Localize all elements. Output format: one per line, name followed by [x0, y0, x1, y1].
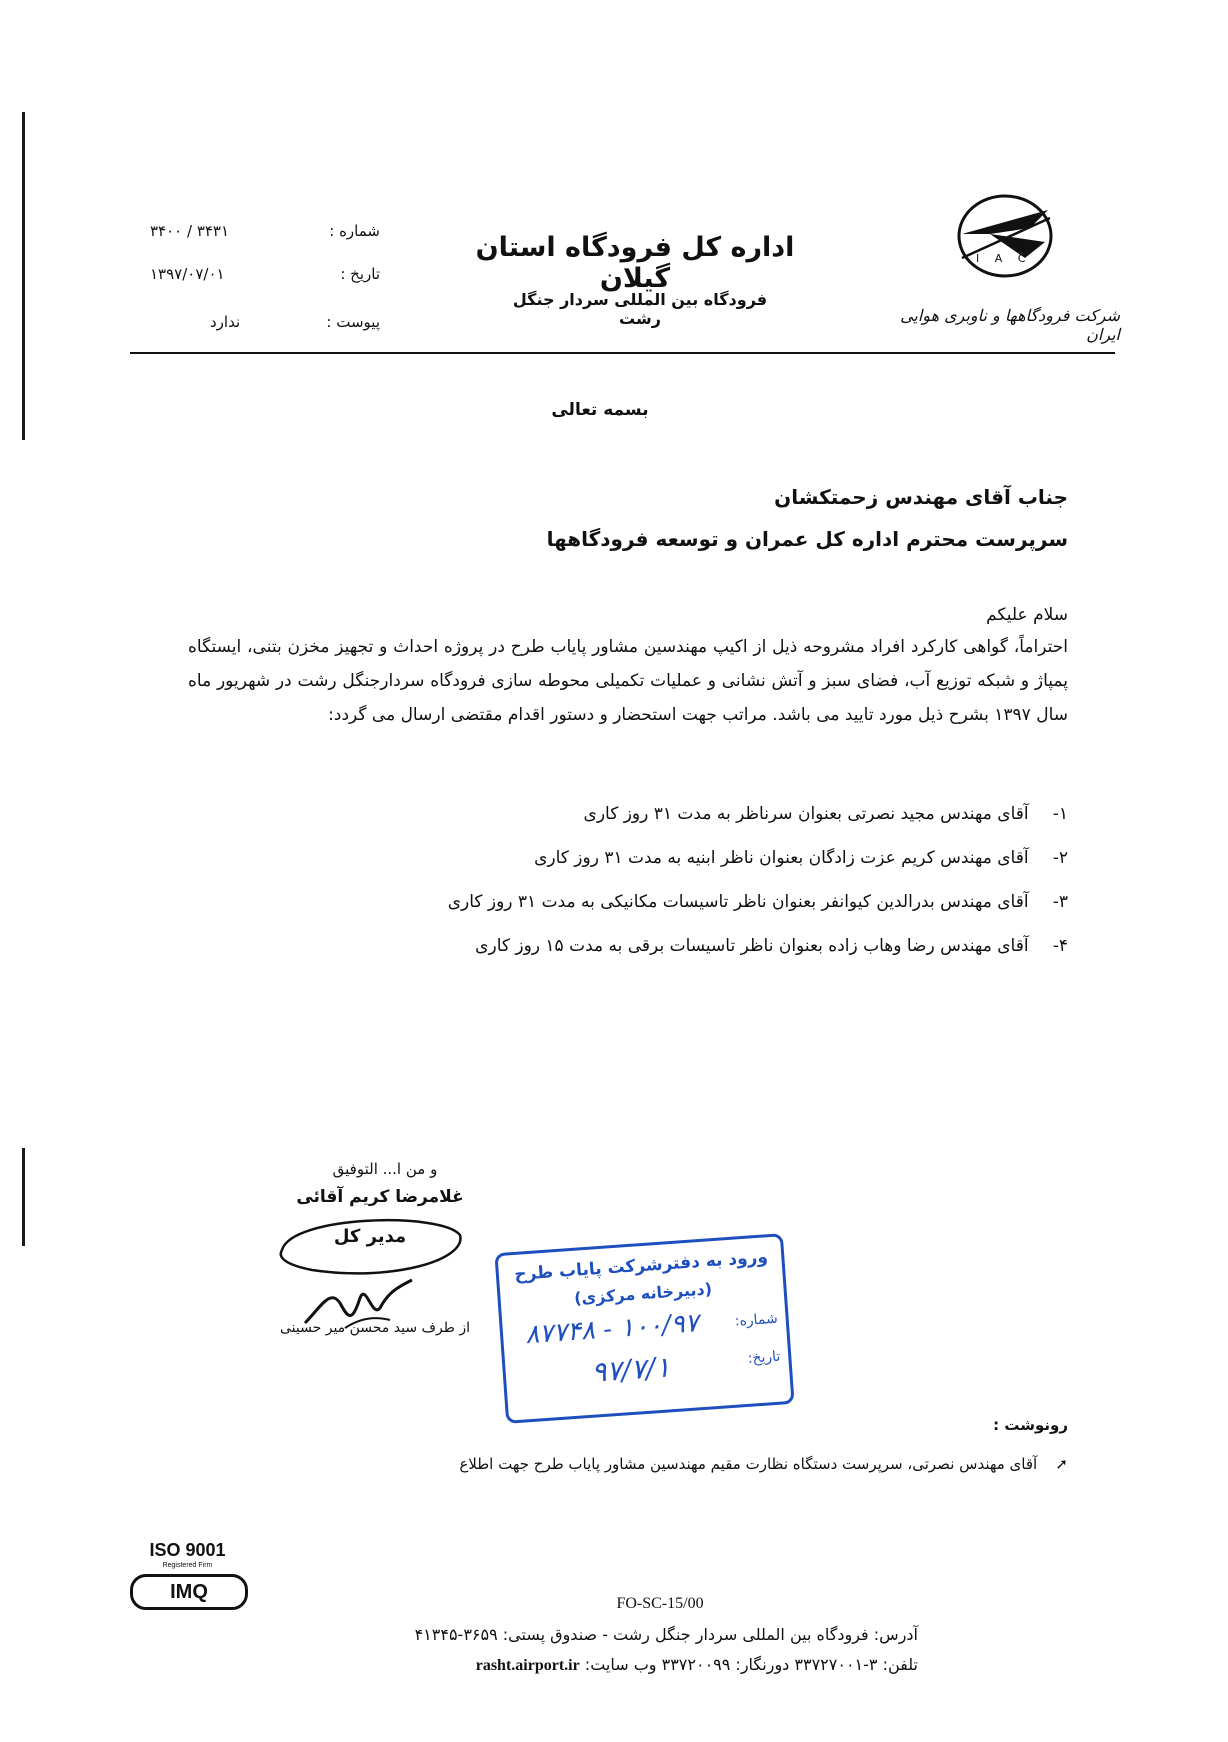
list-item-text: آقای مهندس مجید نصرتی بعنوان سرناظر به مدت ۳۱ روز کاری	[583, 804, 1029, 824]
iso-text: ISO 9001	[149, 1540, 226, 1560]
list-item-text: آقای مهندس کریم عزت زادگان بعنوان ناظر ابنیه به مدت ۳۱ روز کاری	[534, 848, 1029, 868]
stamp-date-value: ۹۷/۷/۱	[590, 1350, 672, 1389]
letter-date-label: تاریخ :	[340, 265, 380, 283]
list-item-text: آقای مهندس بدرالدین کیوانفر بعنوان ناظر تاسیسات مکانیکی به مدت ۳۱ روز کاری	[447, 892, 1029, 912]
airport-company-logo-icon	[950, 188, 1060, 283]
letter-number-row	[150, 222, 380, 256]
iso-badge	[120, 1540, 255, 1610]
letter-number-label: شماره :	[329, 222, 380, 240]
stamp-number-label: شماره:	[734, 1310, 779, 1330]
form-code: FO-SC-15/00	[616, 1595, 704, 1612]
on-behalf-of: از طرف سید محسن میر حسینی	[280, 1320, 470, 1336]
recipient-line-1: جناب آقای مهندس زحمتکشان	[774, 485, 1068, 509]
cc-line	[248, 1455, 1068, 1473]
company-signature: شرکت فرودگاهها و ناوبری هوایی ایران	[900, 306, 1120, 344]
list-item-text: آقای مهندس رضا وهاب زاده بعنوان ناظر تاسیسات برقی به مدت ۱۵ روز کاری	[475, 936, 1029, 956]
header-divider	[130, 352, 1115, 354]
company-logo	[950, 188, 1060, 283]
list-item-number: ۳-	[1052, 892, 1068, 912]
footer-address: آدرس: فرودگاه بین المللی سردار جنگل رشت - صندوق پستی: ۳۶۵۹-۴۱۳۴۵	[414, 1625, 918, 1644]
invocation: بسمه تعالی	[551, 400, 649, 420]
scan-edge-mark-top	[22, 112, 25, 440]
footer-contact-row	[358, 1655, 918, 1675]
imq-text: IMQ	[170, 1581, 208, 1603]
stamp-number-value: ۱۰۰/۹۷ - ۸۷۷۴۸	[524, 1308, 700, 1351]
list-item-number: ۴-	[1052, 936, 1068, 956]
logo-letters: I A C	[976, 252, 1032, 265]
imq-logo	[130, 1574, 248, 1610]
letter-date-value: ۱۳۹۷/۰۷/۰۱	[150, 265, 225, 283]
footer-phone: تلفن: ۳-۳۳۷۲۷۰۰۱ دورنگار: ۳۳۷۲۰۰۹۹ وب سایت:	[584, 1655, 918, 1674]
closing-phrase: و من ا... التوفیق	[332, 1160, 438, 1178]
recipient-line-2: سرپرست محترم اداره کل عمران و توسعه فرودگاهها	[546, 527, 1068, 551]
letter-body: احتراماً، گواهی کارکرد افراد مشروحه ذیل از اکیپ مهندسین مشاور پایاب طرح در پروژه احداث و تجهیز مخزن بتنی، ایستگاه پمپاژ و شبکه توزیع آب، فضای سبز و آتش نشانی و عملیات تکمیلی محوطه سازی فرودگاه سردارجنگل رشت در شهریور ماه سال ۱۳۹۷ بشرح ذیل مورد تایید می باشد. مراتب جهت استحضار و دستور اقدام مقتضی ارسال می گردد:	[188, 637, 1068, 725]
list-item	[475, 936, 1068, 956]
stamp-line-2: (دبیرخانه مرکزی)	[573, 1279, 713, 1308]
greeting: سلام علیکم	[986, 605, 1068, 625]
letter-attachment-value: ندارد	[210, 313, 241, 331]
signatory-name: غلامرضا کریم آقائی	[296, 1187, 464, 1207]
receipt-stamp	[494, 1233, 794, 1424]
org-title: اداره کل فرودگاه استان گیلان	[475, 232, 795, 294]
letter-attachment-row	[150, 313, 380, 347]
list-item	[534, 848, 1068, 868]
scan-edge-mark-bottom	[22, 1148, 25, 1246]
airport-name: فرودگاه بین المللی سردار جنگل رشت	[512, 290, 768, 328]
signatory-title: مدیر کل	[333, 1226, 407, 1247]
list-item-number: ۱-	[1052, 804, 1068, 824]
cc-label: رونوشت :	[993, 1416, 1068, 1434]
letter-date-row	[150, 265, 380, 299]
stamp-date-label: تاریخ:	[747, 1348, 781, 1367]
cc-text: آقای مهندس نصرتی، سرپرست دستگاه نظارت مقیم مهندسین مشاور پایاب طرح جهت اطلاع	[459, 1455, 1038, 1473]
iso-subtext: Registered Firm	[162, 1562, 213, 1569]
list-item-number: ۲-	[1052, 848, 1068, 868]
cc-arrow-icon: ➚	[1055, 1455, 1068, 1473]
letter-number-value: ۳۴۰۰ / ۳۴۳۱	[150, 222, 230, 240]
footer-website: rasht.airport.ir	[475, 1657, 580, 1674]
list-item	[448, 892, 1068, 912]
letter-attachment-label: پیوست :	[326, 313, 380, 331]
stamp-line-1: ورود به دفترشرکت پایاب طرح	[513, 1247, 769, 1285]
list-item	[584, 804, 1068, 824]
